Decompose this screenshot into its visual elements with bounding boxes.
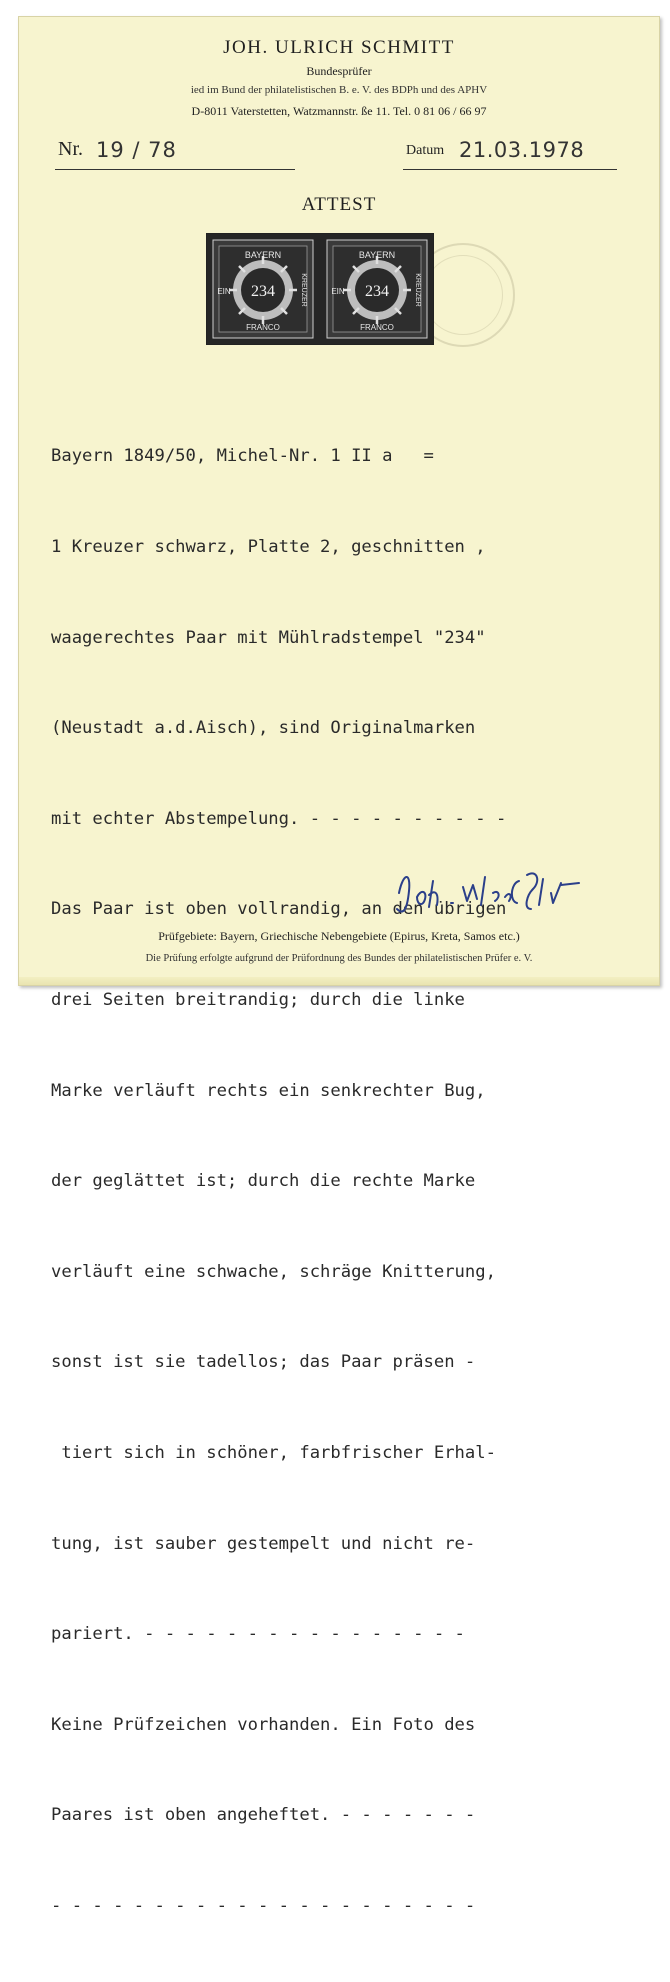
- right-stamp-bottom-text: FRANCO: [360, 323, 394, 332]
- left-stamp-side-left: EIN: [217, 287, 231, 296]
- left-stamp: [213, 240, 313, 338]
- footer-regulation: Die Prüfung erfolgte aufgrund der Prüfordnung des Bundes der philatelistischen Prüfer e. V.: [145, 953, 533, 964]
- right-stamp-top-text: BAYERN: [358, 250, 396, 260]
- stamp-pair-photo: [206, 233, 434, 345]
- right-stamp-side-right: KREUZER: [414, 273, 421, 307]
- body-line: der geglättet ist; durch die rechte Marke: [51, 1171, 476, 1192]
- footer-areas: Prüfgebiete: Bayern, Griechische Nebengebiete (Epirus, Kreta, Samos etc.): [158, 929, 520, 943]
- right-stamp-cancel: 234: [365, 283, 389, 300]
- attest-title: ATTEST: [301, 194, 377, 215]
- body-line: tung, ist sauber gestempelt und nicht re-: [51, 1533, 476, 1554]
- body-line: - - - - - - - - - - - - - - - - - - - - -: [51, 1895, 476, 1916]
- body-line: mit echter Abstempelung. - - - - - - - - - -: [51, 808, 507, 829]
- body-line: Marke verläuft rechts ein senkrechter Bug,: [51, 1080, 486, 1101]
- body-line: waagerechtes Paar mit Mühlradstempel "234": [51, 627, 486, 648]
- right-stamp: [327, 240, 427, 338]
- address-line: D-8011 Vaterstetten, Watzmannstr. ße 11. Tel. 0 81 06 / 66 97: [191, 104, 487, 118]
- certificate-sheet: [18, 16, 660, 1916]
- body-line: (Neustadt a.d.Aisch), sind Originalmarken: [51, 718, 476, 739]
- left-stamp-bottom-text: FRANCO: [246, 323, 280, 332]
- body-line: drei Seiten breitrandig; durch die linke: [51, 989, 465, 1010]
- nr-value: 19 / 78: [96, 138, 177, 162]
- datum-underline: [403, 169, 617, 170]
- body-line: Bayern 1849/50, Michel-Nr. 1 II a =: [51, 446, 434, 467]
- datum-value: 21.03.1978: [459, 138, 585, 162]
- nr-label: Nr.: [58, 138, 83, 160]
- attest-body: [51, 381, 651, 1982]
- examiner-name: JOH. ULRICH SCHMITT: [223, 37, 455, 58]
- signature: [389, 863, 589, 923]
- right-stamp-side-left: EIN: [331, 287, 345, 296]
- stamp-pair-image: [207, 234, 433, 344]
- body-line: Das Paar ist oben vollrandig, an den übrigen: [51, 899, 507, 920]
- body-line: Keine Prüfzeichen vorhanden. Ein Foto des: [51, 1714, 476, 1735]
- membership-line: ied im Bund der philatelistischen B. e. V. des BDPh und des APHV: [190, 84, 488, 96]
- body-line: verläuft eine schwache, schräge Knitterung,: [51, 1261, 496, 1282]
- left-stamp-top-text: BAYERN: [244, 250, 282, 260]
- left-stamp-cancel: 234: [251, 283, 275, 300]
- datum-label: Datum: [406, 143, 445, 158]
- signature-text: Joh. Ulrich Schmitt: [485, 921, 493, 922]
- body-line: 1 Kreuzer schwarz, Platte 2, geschnitten ,: [51, 537, 486, 557]
- examiner-title: Bundesprüfer: [306, 64, 372, 78]
- body-line: tiert sich in schöner, farbfrischer Erhal-: [51, 1442, 496, 1463]
- nr-underline: [55, 169, 295, 170]
- body-line: sonst ist sie tadellos; das Paar präsen -: [51, 1352, 476, 1373]
- body-line: pariert. - - - - - - - - - - - - - - - -: [51, 1624, 465, 1645]
- left-stamp-side-right: KREUZER: [300, 273, 307, 307]
- body-line: Paares ist oben angeheftet. - - - - - - -: [51, 1805, 476, 1826]
